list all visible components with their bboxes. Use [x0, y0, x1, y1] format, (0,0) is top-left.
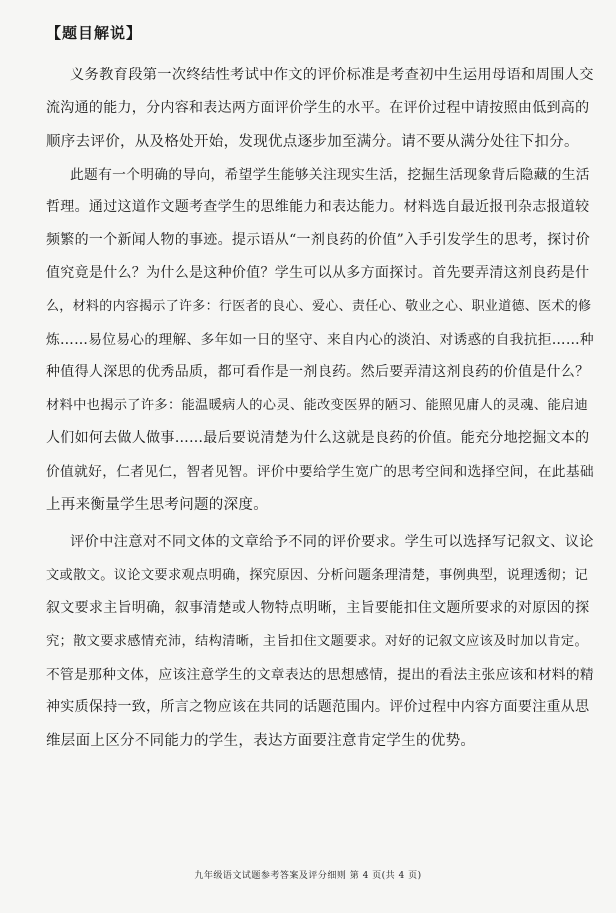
paragraph-2-line-5: 么，材料的内容揭示了许多：行医者的良心、爱心、责任心、敬业之心、职业道德、医术的修 — [46, 299, 592, 314]
paragraph-1-line-2: 流沟通的能力，分内容和表达两方面评价学生的水平。在评价过程中请按照由低到高的 — [46, 100, 590, 116]
paragraph-3-line-1: 评价中注意对不同文体的文章给予不同的评价要求。学生可以选择写记叙文、议论 — [70, 534, 594, 550]
paragraph-2-line-1: 此题有一个明确的导向，希望学生能够关注现实生活，挖掘生活现象背后隐藏的生活 — [70, 167, 590, 183]
paragraph-1-line-3: 顺序去评价，从及格处开始，发现优点逐步加至满分。请不要从满分处往下扣分。 — [46, 134, 579, 150]
page-footer: 九年级语文试题参考答案及评分细则 第 4 页(共 4 页) — [194, 871, 422, 881]
paragraph-3-line-6: 神实质保持一致，所言之物应该在共同的话题范围内。评价过程中内容方面要注重从思 — [46, 699, 590, 715]
paragraph-3-line-4: 究；散文要求感情充沛，结构清晰，主旨扣住文题要求。对好的记叙文应该及时加以肯定。 — [46, 634, 589, 649]
paragraph-2-line-2: 哲理。通过这道作文题考查学生的思维能力和表达能力。材料选自最近报刊杂志报道较 — [46, 199, 590, 215]
section-heading: 【题目解说】 — [46, 24, 143, 42]
paragraph-2-line-7: 种值得人深思的优秀品质，都可看作是一剂良药。然后要弄清这剂良药的价值是什么？ — [46, 364, 590, 380]
paragraph-2-line-8: 材料中也揭示了许多：能温暖病人的心灵、能改变医界的陋习、能照见庸人的灵魂、能启迪 — [46, 398, 589, 413]
paragraph-2-line-9: 人们如何去做人做事……最后要说清楚为什么这就是良药的价值。能充分地挖掘文本的 — [46, 430, 590, 446]
paragraph-3-line-7: 维层面上区分不同能力的学生，表达方面要注意肯定学生的优势。 — [46, 733, 476, 749]
paragraph-1-line-1: 义务教育段第一次终结性考试中作文的评价标准是考查初中生运用母语和周围人交 — [70, 67, 594, 83]
paragraph-3-line-5: 不管是那种文体，应该注意学生的文章表达的思想感情，提出的看法主张应该和材料的精 — [46, 667, 594, 683]
paragraph-2-line-4: 值究竟是什么？为什么是这种价值？学生可以从多方面探讨。首先要弄清这剂良药是什 — [46, 265, 590, 281]
paragraph-2-line-10: 价值就好，仁者见仁，智者见智。评价中要给学生宽广的思考空间和选择空间，在此基础 — [46, 464, 594, 480]
paragraph-2-line-6: 炼……易位易心的理解、多年如一日的坚守、来自内心的淡泊、对诱惑的自我抗拒……种 — [46, 332, 594, 348]
paragraph-2-line-11: 上再来衡量学生思考问题的深度。 — [46, 497, 268, 513]
paragraph-3-line-3: 叙文要求主旨明确，叙事清楚或人物特点明晰，主旨要能扣住文题所要求的对原因的探 — [46, 600, 590, 616]
paragraph-3-line-2: 文或散文。议论文要求观点明确，探究原因、分析问题条理清楚，事例典型，说理透彻；记 — [46, 568, 589, 583]
paragraph-2-line-3: 频繁的一个新闻人物的事迹。提示语从“一剂良药的价值”入手引发学生的思考，探讨价 — [46, 232, 591, 248]
